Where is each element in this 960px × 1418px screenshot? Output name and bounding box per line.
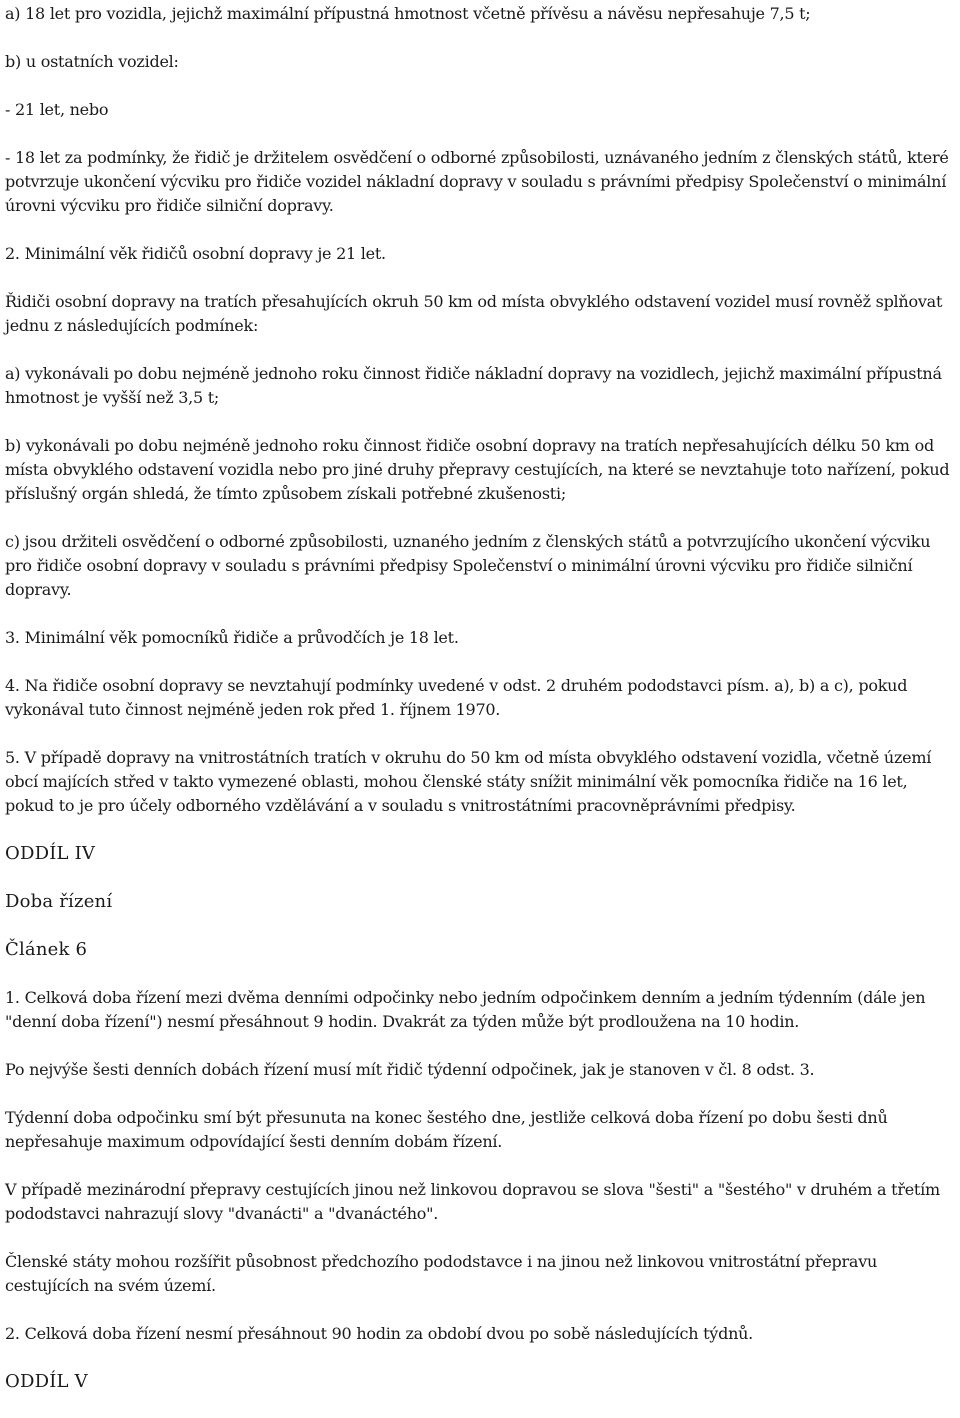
article-heading: Článek 6 — [5, 939, 88, 960]
paragraph-point-2-a: a) vykonávali po dobu nejméně jednoho roku činnost řidiče nákladní dopravy na vozidlech, jejichž maximální přípustná hmotnost je vyšší než 3,5 t; — [5, 364, 942, 407]
paragraph-point-3: 3. Minimální věk pomocníků řidiče a průvodčích je 18 let. — [5, 628, 459, 647]
paragraph-article-6-member-states: Členské státy mohou rozšířit působnost předchozího pododstavce i na jinou než linkovou vnitrostátní přepravu cestujících na svém území. — [5, 1252, 878, 1295]
document-page — [5, 2, 957, 1418]
paragraph-article-6-international: V případě mezinárodní přepravy cestujících jinou než linkovou dopravou se slova "šesti" a "šestého" v druhém a třetím pododstavci nahrazují slovy "dvanácti" a "dvanáctého". — [5, 1180, 940, 1223]
paragraph-point-5: 5. V případě dopravy na vnitrostátních tratích v okruhu do 50 km od místa obvyklého odstavení vozidla, včetně území obcí majících střed v takto vymezené oblasti, mohou členské státy snížit minimální věk pomocníka řidiče na 16 let, pokud to je pro účely odborného vzdělávání a v souladu s vnitrostátními pracovněprávními předpisy. — [5, 748, 932, 815]
section-heading-v: ODDÍL V — [5, 1371, 88, 1392]
paragraph-article-6-point-2: 2. Celková doba řízení nesmí přesáhnout 90 hodin za období dvou po sobě následujících týdnů. — [5, 1324, 754, 1343]
section-heading-iv: ODDÍL IV — [5, 843, 96, 864]
paragraph-age-limit-a: a) 18 let pro vozidla, jejichž maximální přípustná hmotnost včetně přívěsu a návěsu nepřesahuje 7,5 t; — [5, 4, 811, 23]
paragraph-point-2: 2. Minimální věk řidičů osobní dopravy je 21 let. — [5, 244, 386, 263]
paragraph-article-6-weekly-rest: Po nejvýše šesti denních dobách řízení musí mít řidič týdenní odpočinek, jak je stanoven v čl. 8 odst. 3. — [5, 1060, 815, 1079]
paragraph-age-limit-b-option-2: - 18 let za podmínky, že řidič je držitelem osvědčení o odborné způsobilosti, uznávaného jedním z členských států, které potvrzuje ukončení výcviku pro řidiče vozidel nákladní dopravy v souladu s právními předpisy Společenství o minimální úrovni výcviku pro řidiče silniční dopravy. — [5, 148, 949, 215]
section-title: Doba řízení — [5, 891, 113, 912]
paragraph-point-2-b: b) vykonávali po dobu nejméně jednoho roku činnost řidiče osobní dopravy na tratích nepřesahujících délku 50 km od místa obvyklého odstavení vozidla nebo pro jiné druhy přepravy cestujících, na které se nevztahuje toto nařízení, pokud příslušný orgán shledá, že tímto způsobem získali potřebné zkušenosti; — [5, 436, 950, 503]
paragraph-point-4: 4. Na řidiče osobní dopravy se nevztahují podmínky uvedené v odst. 2 druhém pododstavci písm. a), b) a c), pokud vykonával tuto činnost nejméně jeden rok před 1. říjnem 1970. — [5, 676, 908, 719]
paragraph-article-6-point-1: 1. Celková doba řízení mezi dvěma denními odpočinky nebo jedním odpočinkem denním a jedním týdenním (dále jen "denní doba řízení") nesmí přesáhnout 9 hodin. Dvakrát za týden může být prodloužena na 10 hodin. — [5, 988, 926, 1031]
paragraph-age-limit-b-option-1: - 21 let, nebo — [5, 100, 109, 119]
paragraph-point-2-intro: Řidiči osobní dopravy na tratích přesahujících okruh 50 km od místa obvyklého odstavení vozidel musí rovněž splňovat jednu z následujících podmínek: — [5, 292, 943, 335]
paragraph-age-limit-b: b) u ostatních vozidel: — [5, 52, 179, 71]
paragraph-article-6-postpone: Týdenní doba odpočinku smí být přesunuta na konec šestého dne, jestliže celková doba řízení po dobu šesti dnů nepřesahuje maximum odpovídající šesti denním dobám řízení. — [5, 1108, 888, 1151]
paragraph-point-2-c: c) jsou držiteli osvědčení o odborné způsobilosti, uznaného jedním z členských států a potvrzujícího ukončení výcviku pro řidiče osobní dopravy v souladu s právními předpisy Společenství o minimální úrovni výcviku pro řidiče silniční dopravy. — [5, 532, 931, 599]
